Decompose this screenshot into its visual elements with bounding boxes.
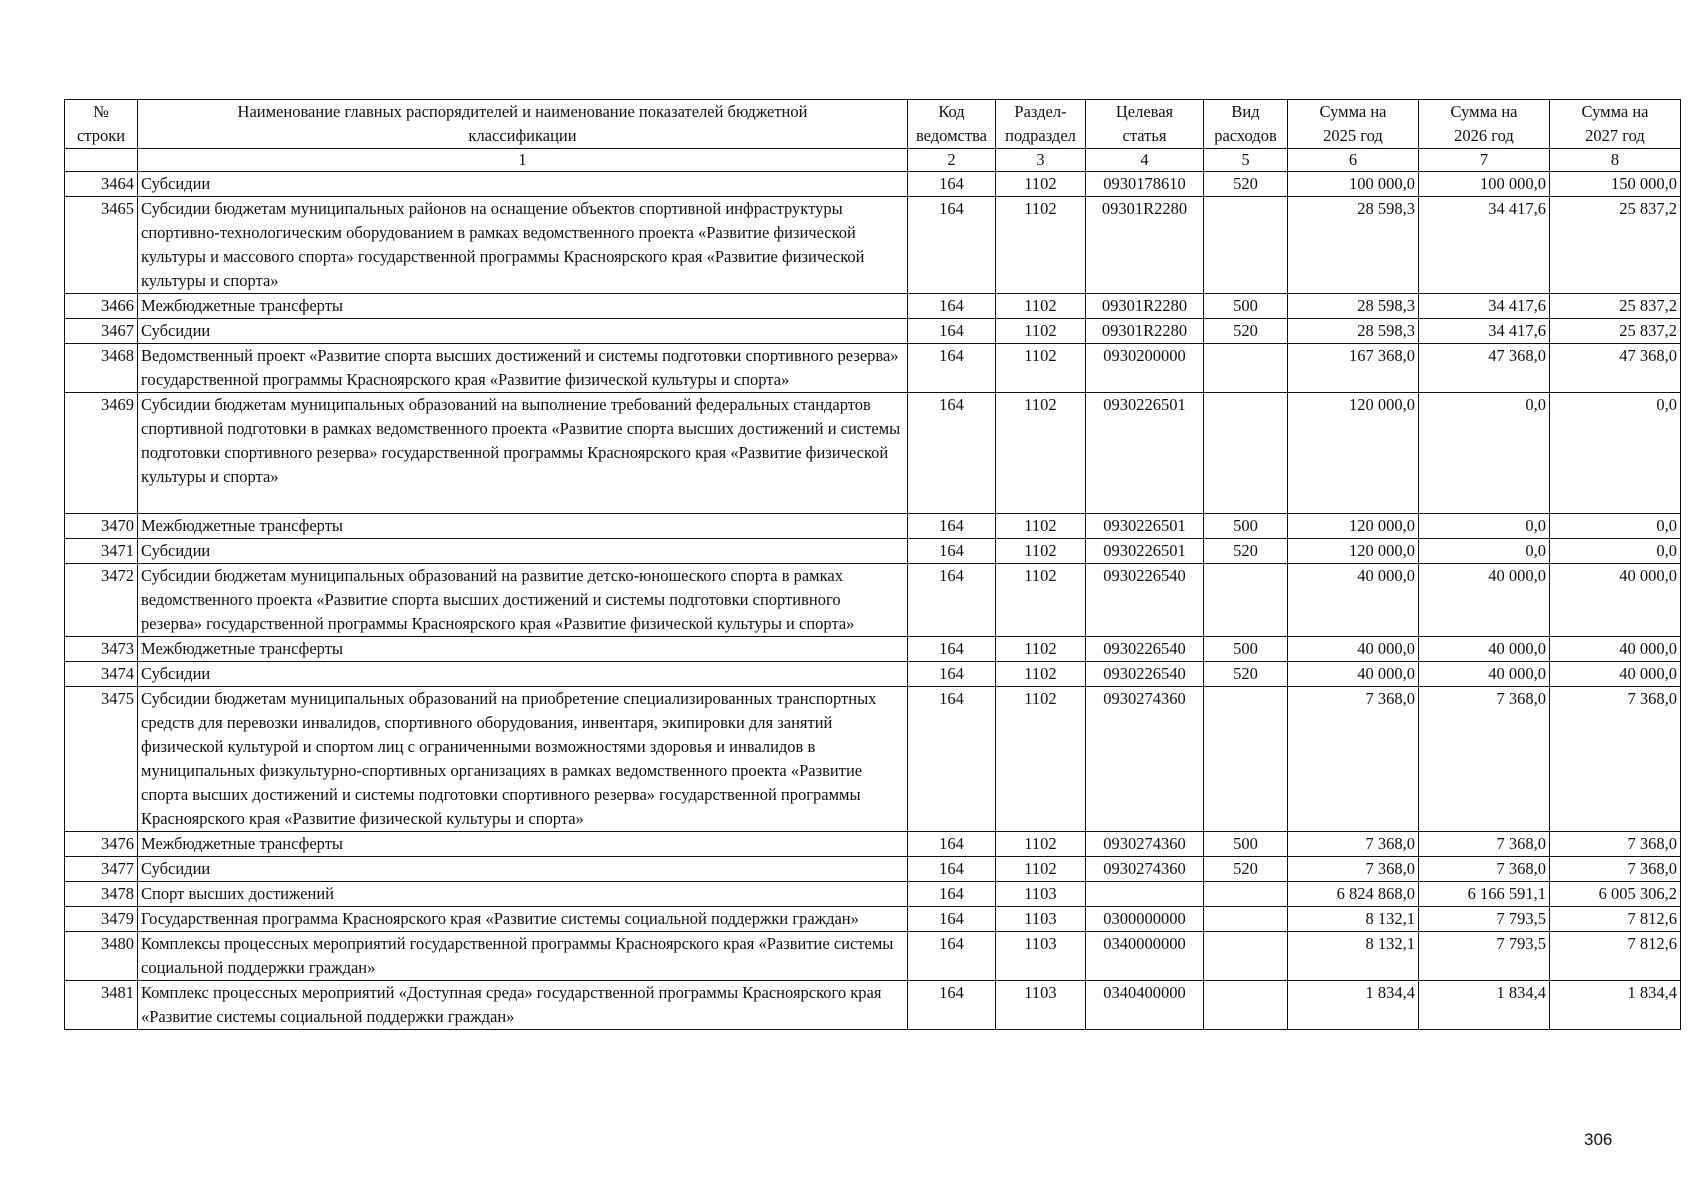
section-code: 1103 <box>996 981 1086 1030</box>
target-article: 0930274360 <box>1086 687 1204 832</box>
expense-type: 520 <box>1204 662 1288 687</box>
row-name: Субсидии бюджетам муниципальных образований на приобретение специализированных транспортных средств для перевозки инвалидов, спортивного оборудования, инвентаря, экипировки для занятий физической культурой и спортом лиц с ограниченными возможностями здоровья и инвалидов в муниципальных физкультурно-спортивных организациях в рамках ведомственного проекта «Развитие спорта высших достижений и системы подготовки спортивного резерва» государственной программы Красноярского края «Развитие физической культуры и спорта» <box>138 687 908 832</box>
row-name: Комплексы процессных мероприятий государственной программы Красноярского края «Развитие системы социальной поддержки граждан» <box>138 932 908 981</box>
sum-2027: 0,0 <box>1550 539 1681 564</box>
expense-type: 520 <box>1204 857 1288 882</box>
section-code: 1102 <box>996 857 1086 882</box>
sum-2025: 28 598,3 <box>1288 197 1419 294</box>
column-number: 6 <box>1288 149 1419 172</box>
column-number: 1 <box>138 149 908 172</box>
target-article: 09301R2280 <box>1086 319 1204 344</box>
expense-type: 500 <box>1204 294 1288 319</box>
department-code: 164 <box>908 197 996 294</box>
sum-2025: 40 000,0 <box>1288 662 1419 687</box>
department-code: 164 <box>908 344 996 393</box>
department-code: 164 <box>908 539 996 564</box>
column-number: 4 <box>1086 149 1204 172</box>
expense-type <box>1204 197 1288 294</box>
sum-2027: 40 000,0 <box>1550 662 1681 687</box>
section-code: 1102 <box>996 172 1086 197</box>
target-article: 0930226501 <box>1086 514 1204 539</box>
sum-2027: 25 837,2 <box>1550 294 1681 319</box>
sum-2026: 34 417,6 <box>1419 319 1550 344</box>
sum-2025: 8 132,1 <box>1288 932 1419 981</box>
row-name: Комплекс процессных мероприятий «Доступная среда» государственной программы Красноярского края «Развитие системы социальной поддержки граждан» <box>138 981 908 1030</box>
target-article: 09301R2280 <box>1086 294 1204 319</box>
row-number: 3466 <box>65 294 138 319</box>
expense-type <box>1204 344 1288 393</box>
row-number: 3478 <box>65 882 138 907</box>
expense-type: 500 <box>1204 832 1288 857</box>
table-row <box>65 687 1681 832</box>
sum-2027: 7 812,6 <box>1550 932 1681 981</box>
row-name: Субсидии <box>138 172 908 197</box>
department-code: 164 <box>908 294 996 319</box>
expense-type <box>1204 393 1288 514</box>
section-code: 1103 <box>996 882 1086 907</box>
sum-2026: 0,0 <box>1419 393 1550 514</box>
sum-2026: 6 166 591,1 <box>1419 882 1550 907</box>
department-code: 164 <box>908 882 996 907</box>
department-code: 164 <box>908 932 996 981</box>
section-code: 1102 <box>996 539 1086 564</box>
section-code: 1103 <box>996 932 1086 981</box>
sum-2025: 7 368,0 <box>1288 687 1419 832</box>
sum-2025: 28 598,3 <box>1288 294 1419 319</box>
section-code: 1102 <box>996 687 1086 832</box>
row-number: 3475 <box>65 687 138 832</box>
table-row <box>65 981 1681 1030</box>
sum-2026: 40 000,0 <box>1419 662 1550 687</box>
section-code: 1102 <box>996 344 1086 393</box>
expense-type <box>1204 907 1288 932</box>
sum-2027: 40 000,0 <box>1550 637 1681 662</box>
section-code: 1102 <box>996 832 1086 857</box>
table-row <box>65 294 1681 319</box>
sum-2027: 7 368,0 <box>1550 857 1681 882</box>
target-article <box>1086 882 1204 907</box>
header-row-number: № строки <box>65 100 138 149</box>
row-name: Субсидии бюджетам муниципальных районов на оснащение объектов спортивной инфраструктуры спортивно-технологическим оборудованием в рамках ведомственного проекта «Развитие физической культуры и массового спорта» государственной программы Красноярского края «Развитие физической культуры и спорта» <box>138 197 908 294</box>
column-number: 3 <box>996 149 1086 172</box>
section-code: 1102 <box>996 662 1086 687</box>
header-sum-2025: Сумма на 2025 год <box>1288 100 1419 149</box>
sum-2025: 6 824 868,0 <box>1288 882 1419 907</box>
column-number: 5 <box>1204 149 1288 172</box>
target-article: 0340400000 <box>1086 981 1204 1030</box>
row-number: 3474 <box>65 662 138 687</box>
table-row <box>65 172 1681 197</box>
expense-type: 500 <box>1204 637 1288 662</box>
sum-2026: 1 834,4 <box>1419 981 1550 1030</box>
table-row <box>65 882 1681 907</box>
sum-2027: 40 000,0 <box>1550 564 1681 637</box>
sum-2027: 25 837,2 <box>1550 319 1681 344</box>
target-article: 09301R2280 <box>1086 197 1204 294</box>
department-code: 164 <box>908 687 996 832</box>
table-row <box>65 832 1681 857</box>
expense-type: 520 <box>1204 539 1288 564</box>
sum-2025: 8 132,1 <box>1288 907 1419 932</box>
department-code: 164 <box>908 662 996 687</box>
sum-2027: 7 368,0 <box>1550 687 1681 832</box>
department-code: 164 <box>908 637 996 662</box>
section-code: 1102 <box>996 637 1086 662</box>
department-code: 164 <box>908 172 996 197</box>
sum-2026: 7 368,0 <box>1419 687 1550 832</box>
header-row <box>65 100 1681 149</box>
sum-2025: 1 834,4 <box>1288 981 1419 1030</box>
table-row <box>65 514 1681 539</box>
row-name: Межбюджетные трансферты <box>138 637 908 662</box>
header-department-code: Код ведомства <box>908 100 996 149</box>
row-number: 3479 <box>65 907 138 932</box>
target-article: 0930274360 <box>1086 832 1204 857</box>
row-name: Спорт высших достижений <box>138 882 908 907</box>
header-sum-2027: Сумма на 2027 год <box>1550 100 1681 149</box>
table-row <box>65 637 1681 662</box>
column-number-row <box>65 149 1681 172</box>
column-number: 7 <box>1419 149 1550 172</box>
sum-2027: 0,0 <box>1550 393 1681 514</box>
sum-2026: 34 417,6 <box>1419 294 1550 319</box>
table-row <box>65 319 1681 344</box>
row-name: Государственная программа Красноярского края «Развитие системы социальной поддержки граждан» <box>138 907 908 932</box>
row-number: 3477 <box>65 857 138 882</box>
department-code: 164 <box>908 564 996 637</box>
sum-2027: 1 834,4 <box>1550 981 1681 1030</box>
page-number: 306 <box>1584 1130 1613 1149</box>
section-code: 1103 <box>996 907 1086 932</box>
sum-2026: 7 793,5 <box>1419 907 1550 932</box>
row-number: 3468 <box>65 344 138 393</box>
sum-2025: 28 598,3 <box>1288 319 1419 344</box>
expense-type <box>1204 932 1288 981</box>
sum-2026: 0,0 <box>1419 514 1550 539</box>
sum-2025: 40 000,0 <box>1288 637 1419 662</box>
row-name: Межбюджетные трансферты <box>138 294 908 319</box>
target-article: 0930178610 <box>1086 172 1204 197</box>
row-name: Субсидии <box>138 857 908 882</box>
row-number: 3464 <box>65 172 138 197</box>
sum-2025: 100 000,0 <box>1288 172 1419 197</box>
target-article: 0930226540 <box>1086 662 1204 687</box>
row-number: 3476 <box>65 832 138 857</box>
target-article: 0930274360 <box>1086 857 1204 882</box>
sum-2026: 40 000,0 <box>1419 637 1550 662</box>
target-article: 0930226501 <box>1086 539 1204 564</box>
expense-type <box>1204 981 1288 1030</box>
row-name: Субсидии <box>138 319 908 344</box>
sum-2025: 7 368,0 <box>1288 857 1419 882</box>
section-code: 1102 <box>996 294 1086 319</box>
table-row <box>65 393 1681 514</box>
expense-type <box>1204 564 1288 637</box>
column-number <box>65 149 138 172</box>
row-name: Межбюджетные трансферты <box>138 832 908 857</box>
table-row <box>65 662 1681 687</box>
section-code: 1102 <box>996 564 1086 637</box>
sum-2027: 0,0 <box>1550 514 1681 539</box>
sum-2025: 120 000,0 <box>1288 393 1419 514</box>
sum-2026: 40 000,0 <box>1419 564 1550 637</box>
target-article: 0930226501 <box>1086 393 1204 514</box>
section-code: 1102 <box>996 197 1086 294</box>
row-name: Субсидии <box>138 539 908 564</box>
row-name: Субсидии бюджетам муниципальных образований на выполнение требований федеральных стандартов спортивной подготовки в рамках ведомственного проекта «Развитие спорта высших достижений и системы подготовки спортивного резерва» государственной программы Красноярского края «Развитие физической культуры и спорта» <box>138 393 908 514</box>
section-code: 1102 <box>996 319 1086 344</box>
table-row <box>65 907 1681 932</box>
target-article: 0340000000 <box>1086 932 1204 981</box>
table-row <box>65 564 1681 637</box>
target-article: 0930226540 <box>1086 564 1204 637</box>
row-name: Ведомственный проект «Развитие спорта высших достижений и системы подготовки спортивного резерва» государственной программы Красноярского края «Развитие физической культуры и спорта» <box>138 344 908 393</box>
row-number: 3473 <box>65 637 138 662</box>
sum-2026: 7 368,0 <box>1419 832 1550 857</box>
sum-2026: 100 000,0 <box>1419 172 1550 197</box>
header-sum-2026: Сумма на 2026 год <box>1419 100 1550 149</box>
column-number: 8 <box>1550 149 1681 172</box>
table-row <box>65 344 1681 393</box>
row-number: 3472 <box>65 564 138 637</box>
sum-2025: 167 368,0 <box>1288 344 1419 393</box>
row-number: 3467 <box>65 319 138 344</box>
sum-2026: 47 368,0 <box>1419 344 1550 393</box>
row-name: Субсидии бюджетам муниципальных образований на развитие детско-юношеского спорта в рамках ведомственного проекта «Развитие спорта высших достижений и системы подготовки спортивного резерва» государственной программы Красноярского края «Развитие физической культуры и спорта» <box>138 564 908 637</box>
sum-2027: 7 812,6 <box>1550 907 1681 932</box>
expense-type <box>1204 687 1288 832</box>
table-row <box>65 932 1681 981</box>
target-article: 0930226540 <box>1086 637 1204 662</box>
department-code: 164 <box>908 514 996 539</box>
table-row <box>65 857 1681 882</box>
expense-type <box>1204 882 1288 907</box>
row-number: 3469 <box>65 393 138 514</box>
target-article: 0930200000 <box>1086 344 1204 393</box>
row-name: Межбюджетные трансферты <box>138 514 908 539</box>
sum-2027: 25 837,2 <box>1550 197 1681 294</box>
department-code: 164 <box>908 857 996 882</box>
sum-2025: 40 000,0 <box>1288 564 1419 637</box>
department-code: 164 <box>908 981 996 1030</box>
header-name: Наименование главных распорядителей и наименование показателей бюджетной классификации <box>138 100 908 149</box>
target-article: 0300000000 <box>1086 907 1204 932</box>
sum-2027: 7 368,0 <box>1550 832 1681 857</box>
sum-2026: 7 793,5 <box>1419 932 1550 981</box>
header-expense-type: Вид расходов <box>1204 100 1288 149</box>
section-code: 1102 <box>996 393 1086 514</box>
header-target-article: Целевая статья <box>1086 100 1204 149</box>
row-number: 3480 <box>65 932 138 981</box>
sum-2026: 34 417,6 <box>1419 197 1550 294</box>
sum-2027: 6 005 306,2 <box>1550 882 1681 907</box>
budget-table <box>64 99 1681 1030</box>
row-number: 3465 <box>65 197 138 294</box>
sum-2025: 120 000,0 <box>1288 514 1419 539</box>
section-code: 1102 <box>996 514 1086 539</box>
department-code: 164 <box>908 907 996 932</box>
column-number: 2 <box>908 149 996 172</box>
expense-type: 520 <box>1204 319 1288 344</box>
header-section: Раздел- подраздел <box>996 100 1086 149</box>
department-code: 164 <box>908 393 996 514</box>
row-number: 3470 <box>65 514 138 539</box>
expense-type: 520 <box>1204 172 1288 197</box>
table-row <box>65 197 1681 294</box>
sum-2025: 120 000,0 <box>1288 539 1419 564</box>
sum-2027: 47 368,0 <box>1550 344 1681 393</box>
department-code: 164 <box>908 319 996 344</box>
sum-2027: 150 000,0 <box>1550 172 1681 197</box>
expense-type: 500 <box>1204 514 1288 539</box>
table-row <box>65 539 1681 564</box>
row-number: 3471 <box>65 539 138 564</box>
department-code: 164 <box>908 832 996 857</box>
sum-2025: 7 368,0 <box>1288 832 1419 857</box>
sum-2026: 7 368,0 <box>1419 857 1550 882</box>
sum-2026: 0,0 <box>1419 539 1550 564</box>
row-name: Субсидии <box>138 662 908 687</box>
row-number: 3481 <box>65 981 138 1030</box>
